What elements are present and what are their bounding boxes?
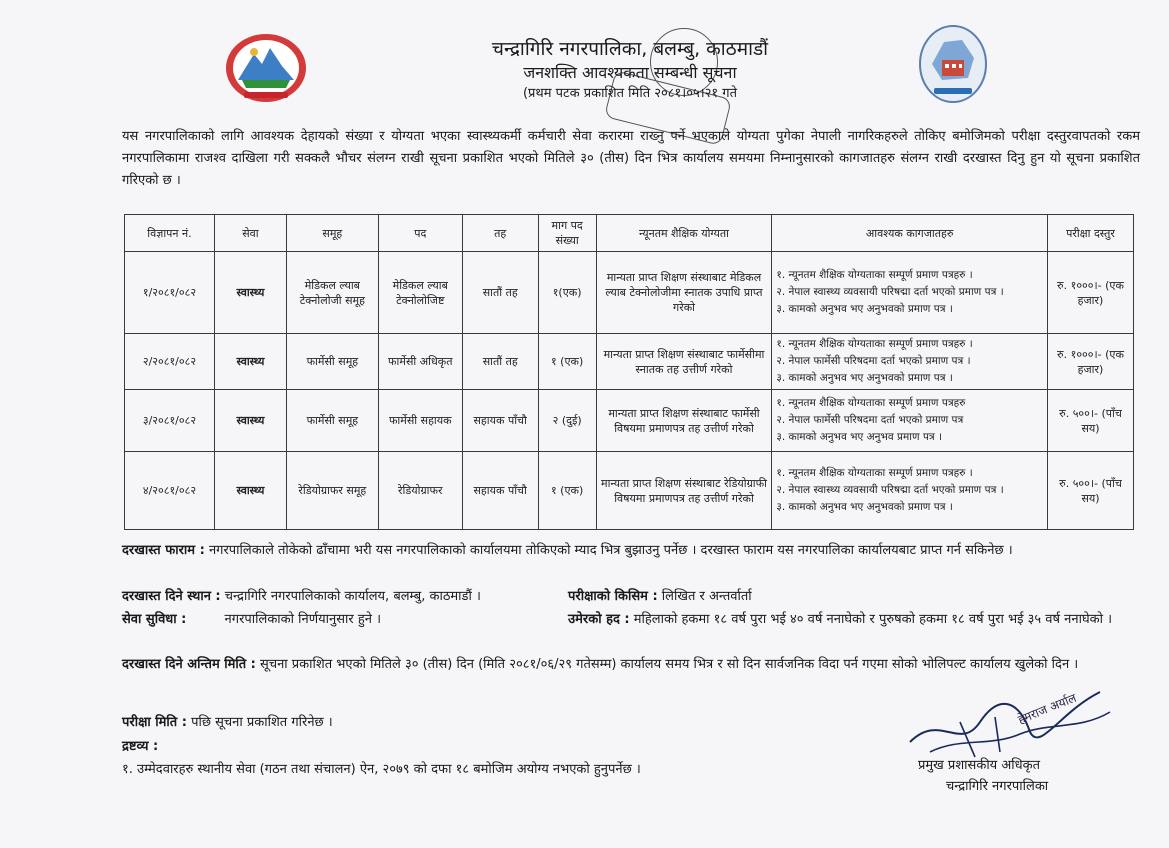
col-level: तह	[462, 215, 538, 252]
signer-name: हेमराज अर्याल	[1015, 690, 1079, 727]
municipality-logo	[918, 24, 988, 104]
exam-type-label: परीक्षाको किसिम :	[568, 589, 658, 604]
level-cell: सातौं तह	[462, 252, 538, 334]
fee-cell: रु. १०००।- (एक हजार)	[1048, 334, 1134, 390]
application-form-section	[122, 539, 1140, 562]
fee-cell: रु. १०००।- (एक हजार)	[1048, 252, 1134, 334]
table-row	[125, 452, 1134, 530]
notice-header	[380, 36, 880, 104]
exam-type-section	[568, 585, 752, 608]
document-item: १. न्यूनतम शैक्षिक योग्यताका सम्पूर्ण प्रमाण पत्रहरु ।	[776, 467, 973, 479]
count-cell: १ (एक)	[538, 334, 596, 390]
document-item: ३. कामको अनुभव भए अनुभव प्रमाण पत्र ।	[776, 431, 943, 443]
table-row	[125, 252, 1134, 334]
documents-cell	[772, 252, 1048, 334]
fee-cell: रु. ५००।- (पाँच सय)	[1048, 390, 1134, 452]
level-cell: सातौं तह	[462, 334, 538, 390]
qualification-cell: मान्यता प्राप्त शिक्षण संस्थाबाट फार्मेसी विषयमा प्रमाणपत्र तह उत्तीर्ण गरेको	[596, 390, 772, 452]
deadline-text: सूचना प्रकाशित भएको मितिले ३० (तीस) दिन (मिति २०८१/०६/२९ गतेसम्म) कार्यालय समय भित्र र सो दिन सार्वजनिक विदा पर्न गएमा सोको भोलिपल्ट कार्यालय खुलेको दिन ।	[260, 657, 1079, 672]
col-group: समूह	[286, 215, 378, 252]
notice-subtitle: जनशक्ति आवश्यकता सम्बन्धी सूचना	[523, 63, 737, 82]
col-documents: आवश्यक कागजातहरु	[772, 215, 1048, 252]
document-item: १. न्यूनतम शैक्षिक योग्यताका सम्पूर्ण प्रमाण पत्रहरु ।	[776, 338, 973, 350]
intro-paragraph: यस नगरपालिकाको लागि आवश्यक देहायको संख्या र योग्यता भएका स्वास्थ्यकर्मी कर्मचारी सेवा करारमा राख्नु पर्ने भएकाले योग्यता पुगेका नेपाली नागरिकहरुले तोकिए बमोजिमको परीक्षा दस्तुरवापतको रकम नगरपालिकामा राजश्व दाखिला गरी सक्कलै भौचर संलग्न राखी सूचना प्रकाशित भएको मितिले ३० (तीस) दिन भित्र कार्यालय समयमा निम्नानुसारको कागजातहरु संलग्न राखी दरखास्त दिनु हुन यो सूचना प्रकाशित गरिएको छ ।	[122, 129, 1140, 188]
documents-cell	[772, 334, 1048, 390]
count-cell: १(एक)	[538, 252, 596, 334]
document-item: ३. कामको अनुभव भए अनुभवको प्रमाण पत्र ।	[776, 303, 953, 315]
qualification-cell: मान्यता प्राप्त शिक्षण संस्थाबाट फार्मेसीमा स्नातक तह उत्तीर्ण गरेको	[596, 334, 772, 390]
group-cell: फार्मेसी समूह	[286, 334, 378, 390]
exam-date-section	[122, 711, 333, 734]
ad-no-cell: २/२०८१/०८२	[125, 334, 215, 390]
age-limit-text: महिलाको हकमा १८ वर्ष पुरा भई ४० वर्ष ननाघेको र पुरुषको हकमा १८ वर्ष पुरा भई ३५ वर्ष ननाघेको ।	[633, 612, 1113, 627]
table-row	[125, 334, 1134, 390]
document-item: ३. कामको अनुभव भए अनुभवको प्रमाण पत्र ।	[776, 372, 953, 384]
document-item: २. नेपाल स्वास्थ्य व्यवसायी परिषद्मा दर्ता भएको प्रमाण पत्र ।	[776, 484, 1004, 496]
vacancy-table	[124, 214, 1134, 530]
document-item: २. नेपाल फार्मेसी परिषदमा दर्ता भएको प्रमाण पत्र ।	[776, 355, 971, 367]
exam-date-text: पछि सूचना प्रकाशित गरिनेछ ।	[191, 715, 333, 730]
documents-cell	[772, 452, 1048, 530]
exam-type-text: लिखित र अन्तर्वार्ता	[661, 589, 752, 604]
municipality-title: चन्द्रागिरि नगरपालिका, बलम्बु, काठमाडौं	[491, 38, 769, 60]
service-cell: स्वास्थ्य	[214, 252, 286, 334]
post-cell: मेडिकल ल्याब टेक्नोलोजिष्ट	[378, 252, 462, 334]
col-qualification: न्यूनतम शैक्षिक योग्यता	[596, 215, 772, 252]
table-row	[125, 390, 1134, 452]
table-header-row	[125, 215, 1134, 252]
group-cell: मेडिकल ल्याब टेक्नोलोजी समूह	[286, 252, 378, 334]
application-place-label: दरखास्त दिने स्थान :	[122, 589, 221, 604]
level-cell: सहायक पाँचौ	[462, 390, 538, 452]
document-item: ३. कामको अनुभव भए अनुभवको प्रमाण पत्र ।	[776, 501, 953, 513]
application-place-text: चन्द्रागिरि नगरपालिकाको कार्यालय, बलम्बु, काठमाडौं ।	[224, 589, 481, 604]
facility-section	[122, 608, 381, 631]
group-cell: फार्मेसी समूह	[286, 390, 378, 452]
facility-label: सेवा सुविधा :	[122, 612, 187, 627]
ad-no-cell: ३/२०८१/०८२	[125, 390, 215, 452]
documents-cell	[772, 390, 1048, 452]
document-item: १. न्यूनतम शैक्षिक योग्यताका सम्पूर्ण प्रमाण पत्रहरु ।	[776, 269, 973, 281]
count-cell: १ (एक)	[538, 452, 596, 530]
qualification-cell: मान्यता प्राप्त शिक्षण संस्थाबाट रेडियोग्राफी विषयमा प्रमाणपत्र तह उत्तीर्ण गरेको	[596, 452, 772, 530]
col-ad-no: विज्ञापन नं.	[125, 215, 215, 252]
application-form-text: नगरपालिकाले तोकेको ढाँचामा भरी यस नगरपालिकाको कार्यालयमा तोकिएको म्याद भित्र बुझाउनु पर्नेछ । दरखास्त फाराम यस नगरपालिका कार्यालयबाट प्राप्त गर्न सकिनेछ ।	[208, 543, 1013, 558]
application-form-label: दरखास्त फाराम :	[122, 543, 205, 558]
service-cell: स्वास्थ्य	[214, 390, 286, 452]
ad-no-cell: ४/२०८१/०८२	[125, 452, 215, 530]
age-limit-label: उमेरको हद :	[568, 612, 630, 627]
qualification-cell: मान्यता प्राप्त शिक्षण संस्थाबाट मेडिकल ल्याब टेक्नोलोजीमा स्नातक उपाधि प्राप्त गरेको	[596, 252, 772, 334]
publish-date: (प्रथम पटक प्रकाशित मिति २०८१।०५।२१ गते	[522, 86, 738, 101]
document-item: १. न्यूनतम शैक्षिक योग्यताका सम्पूर्ण प्रमाण पत्रहरु	[776, 397, 966, 409]
service-cell: स्वास्थ्य	[214, 334, 286, 390]
col-post: पद	[378, 215, 462, 252]
note-label: द्रष्टव्य :	[122, 739, 159, 754]
note-text: १. उम्मेदवारहरु स्थानीय सेवा (गठन तथा संचालन) ऐन, २०७९ को दफा १८ बमोजिम अयोग्य नभएको हुनुपर्नेछ ।	[122, 762, 641, 777]
document-item: २. नेपाल फार्मेसी परिषदमा दर्ता भएको प्रमाण पत्र	[776, 414, 964, 426]
level-cell: सहायक पाँचौ	[462, 452, 538, 530]
facility-text: नगरपालिकाको निर्णयानुसार हुने ।	[224, 612, 382, 627]
post-cell: फार्मेसी अधिकृत	[378, 334, 462, 390]
age-limit-section	[568, 608, 1134, 631]
col-service: सेवा	[214, 215, 286, 252]
post-cell: फार्मेसी सहायक	[378, 390, 462, 452]
ad-no-cell: १/२०८१/०८२	[125, 252, 215, 334]
signatory-office: चन्द्रागिरि नगरपालिका	[946, 779, 1049, 794]
application-place-section	[122, 585, 481, 608]
service-cell: स्वास्थ्य	[214, 452, 286, 530]
exam-date-label: परीक्षा मिति :	[122, 715, 187, 730]
nepal-emblem-logo	[224, 28, 308, 106]
post-cell: रेडियोग्राफर	[378, 452, 462, 530]
deadline-section	[122, 653, 1140, 676]
fee-cell: रु. ५००।- (पाँच सय)	[1048, 452, 1134, 530]
deadline-label: दरखास्त दिने अन्तिम मिति :	[122, 657, 256, 672]
count-cell: २ (दुई)	[538, 390, 596, 452]
group-cell: रेडियोग्राफर समूह	[286, 452, 378, 530]
document-item: २. नेपाल स्वास्थ्य व्यवसायी परिषद्मा दर्ता भएको प्रमाण पत्र ।	[776, 286, 1004, 298]
col-count: माग पद संख्या	[538, 215, 596, 252]
col-fee: परीक्षा दस्तुर	[1048, 215, 1134, 252]
signatory-title: प्रमुख प्रशासकीय अधिकृत	[918, 758, 1041, 773]
